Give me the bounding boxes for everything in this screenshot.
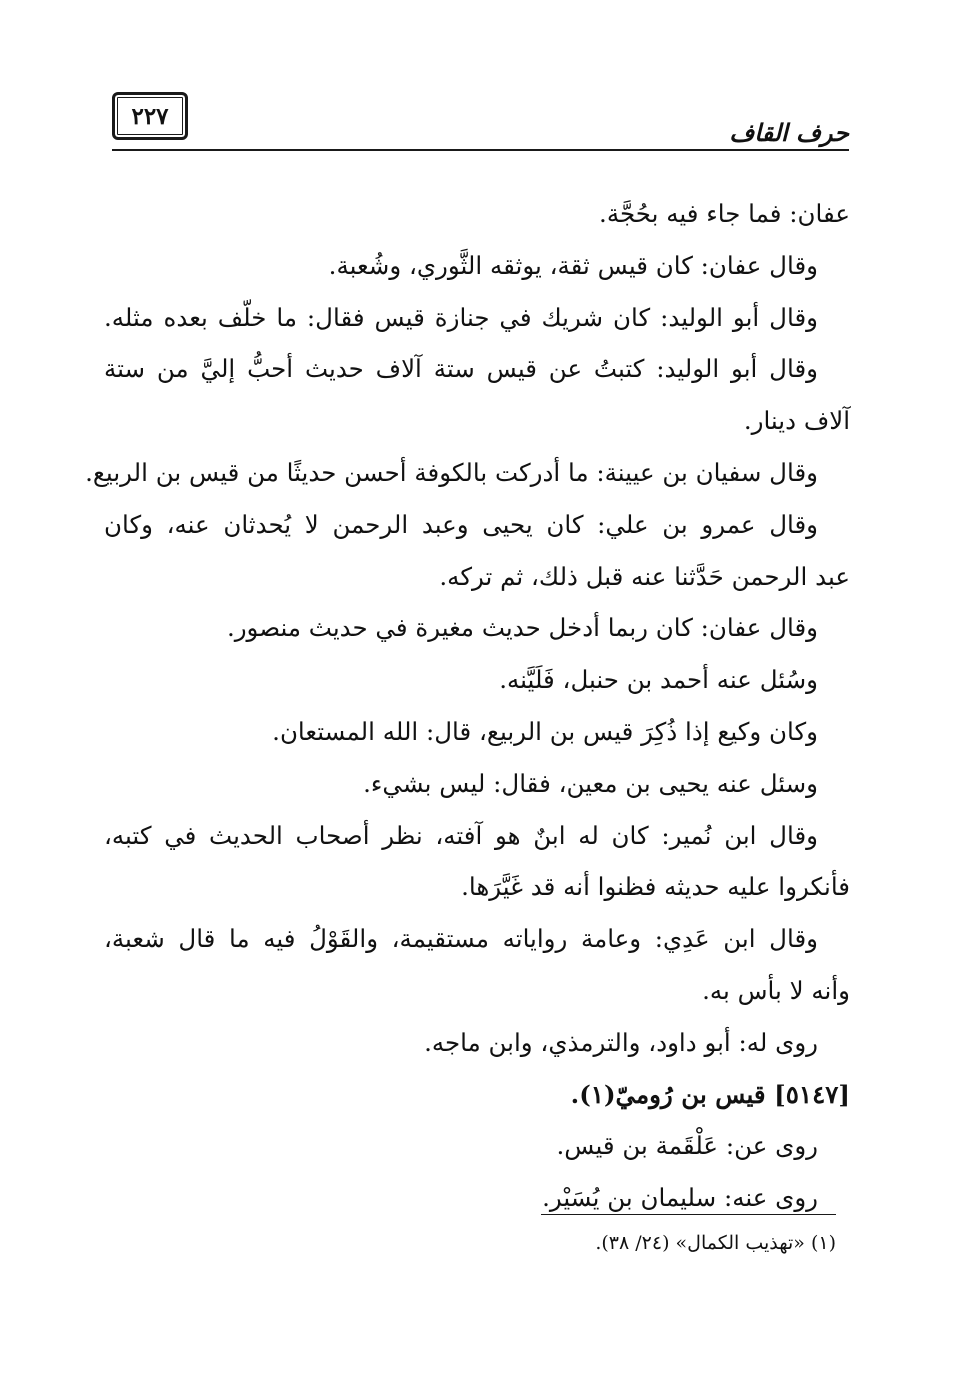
text-line: روى عن: عَلْقَمة بن قيس. (556, 1131, 818, 1161)
text-line: وقال سفيان بن عيينة: ما أدركت بالكوفة أحسن حديثًا من قيس بن الربيع. (85, 457, 818, 487)
text-line: وسئل عنه يحيى بن معين، فقال: ليس بشيء. (363, 768, 818, 798)
text-line: وسُئل عنه أحمد بن حنبل، فَلَيَّنه. (499, 665, 818, 695)
text-line: آلاف دينار. (743, 406, 850, 436)
page-number: ٢٢٧ (112, 92, 188, 140)
text-line: فأنكروا عليه حديثه فظنوا أنه قد غَيَّرَها. (461, 872, 850, 902)
text-line: وقال عمرو بن علي: كان يحيى وعبد الرحمن لا يُحدثان عنه، وكان (104, 509, 818, 539)
running-head: حرف القاف (729, 118, 849, 147)
text-line: وأنه لا بأس به. (702, 975, 850, 1005)
text-line: عبد الرحمن حَدَّثنا عنه قبل ذلك، ثم تركه. (439, 561, 850, 591)
text-line: عفان: فما جاء فيه بحُجَّة. (599, 199, 850, 228)
body-text (85, 188, 850, 1224)
text-line: روى عنه: سليمان بن يُسَيْر. (542, 1183, 818, 1213)
text-line: وكان وكيع إذا ذُكِرَ قيس بن الربيع، قال: الله المستعان. (272, 716, 818, 746)
header-rule (112, 149, 849, 151)
text-line: روى له: أبو داود، والترمذي، وابن ماجه. (424, 1027, 818, 1057)
footnote: (١) «تهذيب الكمال» (٢٤/ ٣٨). (595, 1232, 836, 1254)
page-header (112, 92, 849, 158)
footnote-rule (541, 1214, 836, 1215)
text-line: وقال عفان: كان قيس ثقة، يوثقه الثَّوري، وشُعبة. (328, 250, 818, 280)
text-line: وقال عفان: كان ربما أدخل حديث مغيرة في حديث منصور. (226, 613, 818, 643)
entry-heading: [٥١٤٧] قيس بن رُوميّ(١). (570, 1079, 850, 1109)
text-line: وقال أبو الوليد: كان شريك في جنازة قيس فقال: ما خلّف بعده مثله. (104, 302, 818, 332)
text-line: وقال أبو الوليد: كتبتُ عن قيس ستة آلاف حديث أحبُّ إليَّ من ستة (104, 354, 818, 384)
text-line: وقال ابن نُمير: كان له ابنٌ هو آفته، نظر أصحاب الحديث في كتبه، (104, 820, 818, 850)
text-line: وقال ابن عَدِي: وعامة رواياته مستقيمة، والقَوْلُ فيه ما قال شعبة، (104, 924, 818, 954)
